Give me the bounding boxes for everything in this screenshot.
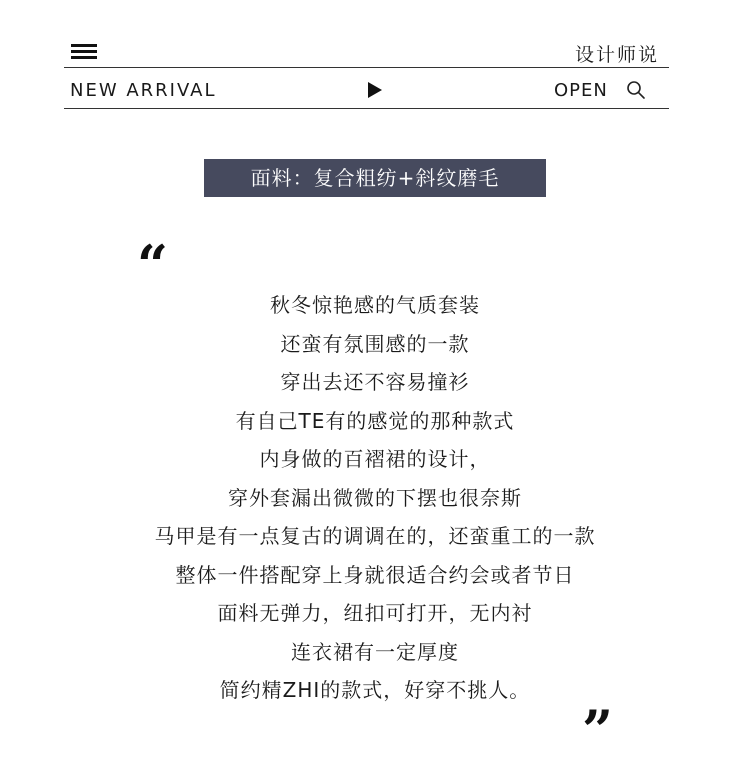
top-bar	[64, 38, 669, 68]
description-line: 面料无弹力，纽扣可打开，无内衬	[217, 601, 533, 625]
open-quote-mark: “	[137, 233, 169, 297]
nav-bar	[64, 68, 669, 108]
fabric-banner: 面料：复合粗纺+斜纹磨毛	[204, 159, 546, 197]
description-line: 还蛮有氛围感的一款	[280, 331, 470, 356]
search-icon[interactable]	[626, 80, 646, 100]
description-line: 内身做的百褶裙的设计，	[259, 447, 491, 471]
product-description	[0, 286, 750, 710]
designer-says-link[interactable]: 设计师说	[574, 44, 659, 66]
new-arrival-label[interactable]: NEW ARRIVAL	[70, 80, 217, 101]
play-icon[interactable]	[368, 82, 382, 98]
description-line: 马甲是有一点复古的调调在的，还蛮重工的一款	[154, 524, 596, 548]
description-line: 穿外套漏出微微的下摆也很奈斯	[228, 485, 522, 510]
menu-icon[interactable]	[71, 44, 97, 60]
description-line: 整体一件搭配穿上身就很适合约会或者节日	[175, 562, 575, 587]
description-line: 连衣裙有一定厚度	[291, 639, 459, 664]
header-divider-bottom	[64, 108, 669, 109]
close-quote-mark: ”	[582, 698, 614, 762]
open-button[interactable]: OPEN	[554, 80, 608, 101]
description-line: 有自己TE有的感觉的那种款式	[235, 408, 515, 433]
description-line: 秋冬惊艳感的气质套装	[270, 293, 480, 317]
description-line: 简约精ZHI的款式，好穿不挑人。	[219, 678, 531, 702]
description-line: 穿出去还不容易撞衫	[280, 370, 470, 394]
